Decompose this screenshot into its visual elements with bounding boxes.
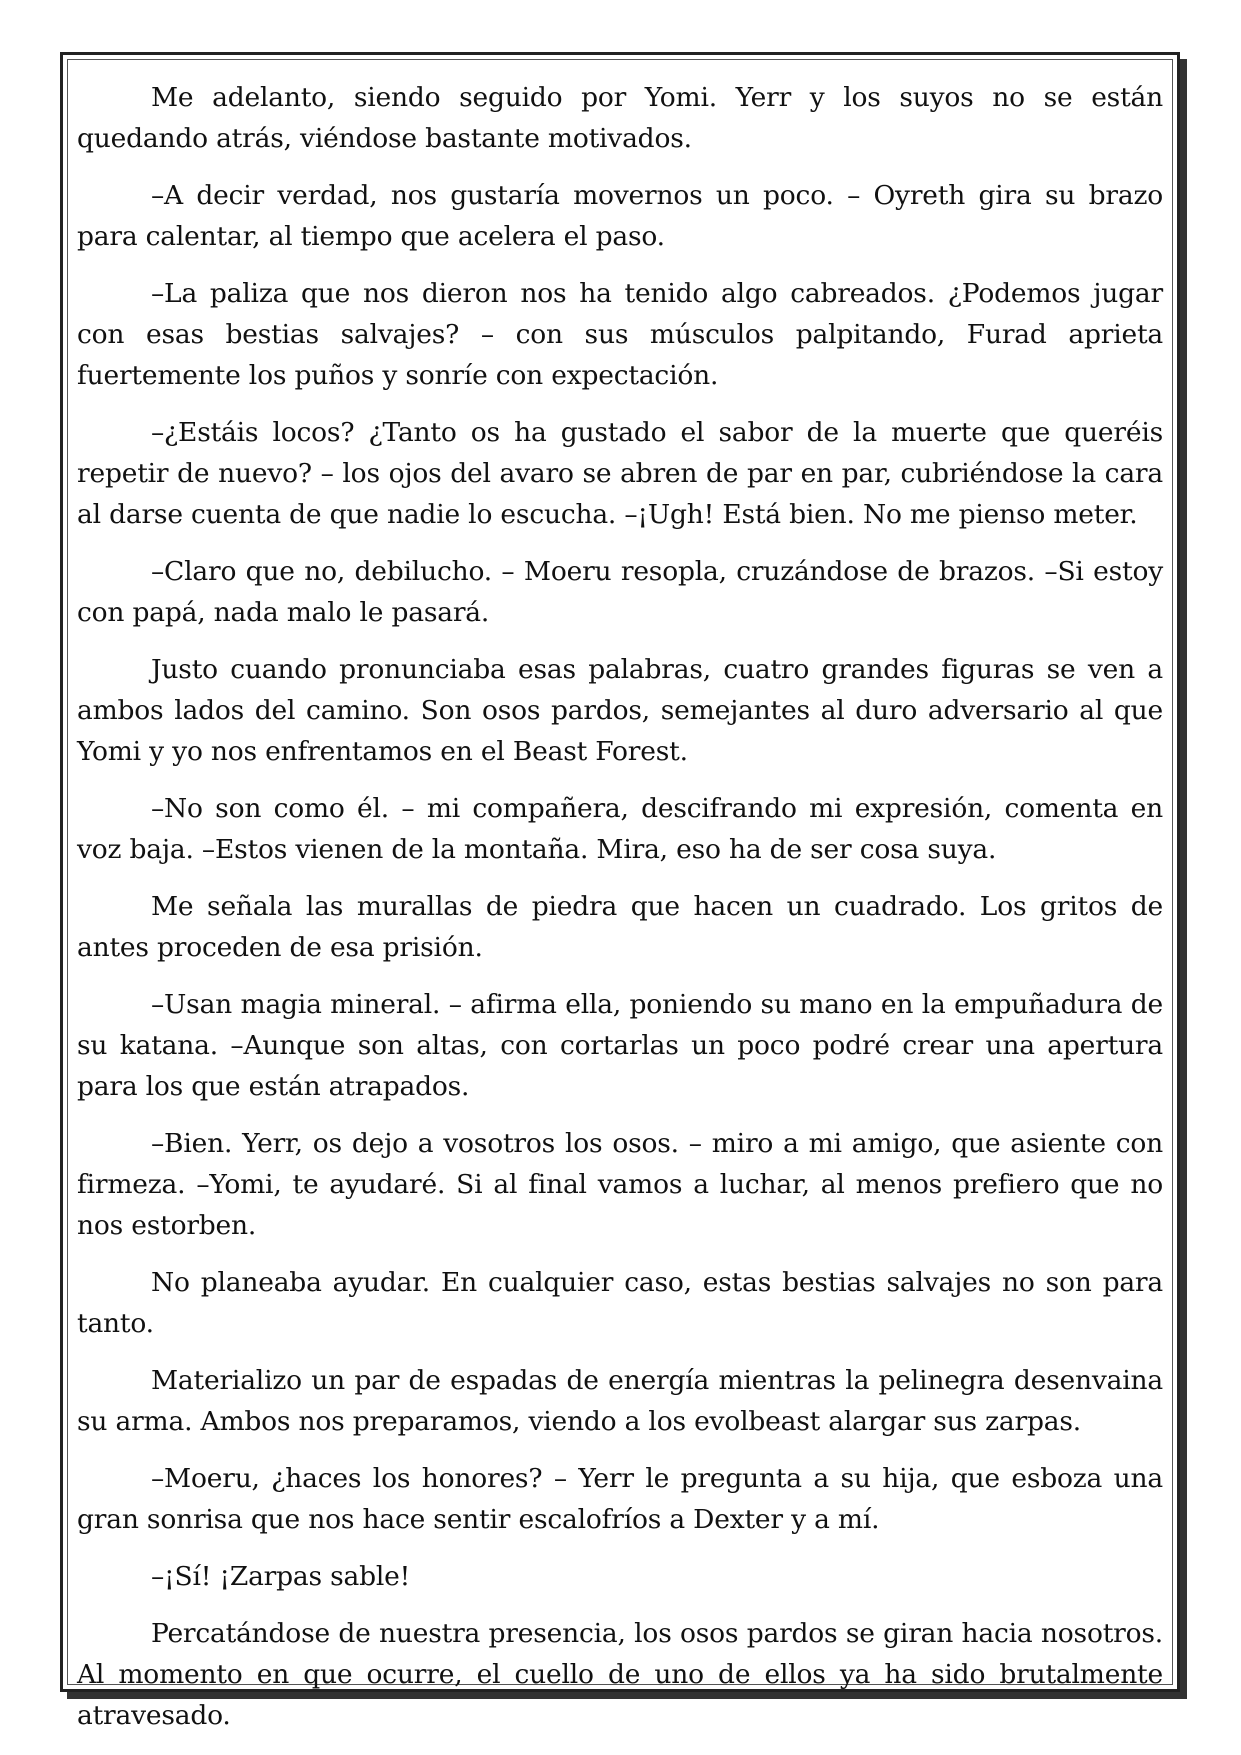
paragraph: –Claro que no, debilucho. – Moeru resopla, cruzándose de brazos. –Si estoy con papá, nada malo le pasará. bbox=[77, 556, 1163, 628]
paragraph: Percatándose de nuestra presencia, los osos pardos se giran hacia nosotros. Al momento en que ocurre, el cuello de uno de ellos ya ha sido brutalmente atravesado. bbox=[77, 1618, 1163, 1731]
paragraph: Me señala las murallas de piedra que hacen un cuadrado. Los gritos de antes proceden de esa prisión. bbox=[77, 891, 1163, 963]
paragraph: Materializo un par de espadas de energía mientras la pelinegra desenvaina su arma. Ambos nos preparamos, viendo a los evolbeast alargar sus zarpas. bbox=[77, 1365, 1163, 1437]
paragraph: –A decir verdad, nos gustaría movernos un poco. – Oyreth gira su brazo para calentar, al tiempo que acelera el paso. bbox=[77, 180, 1163, 252]
paragraph: –¿Estáis locos? ¿Tanto os ha gustado el sabor de la muerte que queréis repetir de nuevo? – los ojos del avaro se abren de par en par, cubriéndose la cara al darse cuenta de que nadie lo escucha. –¡Ugh! Está bien. No me pienso meter. bbox=[77, 417, 1163, 530]
paragraph: –Moeru, ¿haces los honores? – Yerr le pregunta a su hija, que esboza una gran sonrisa que nos hace sentir escalofríos a Dexter y a mí. bbox=[77, 1463, 1163, 1535]
paragraph: –¡Sí! ¡Zarpas sable! bbox=[151, 1561, 411, 1592]
text-body bbox=[77, 77, 1163, 1752]
paragraph: –No son como él. – mi compañera, descifrando mi expresión, comenta en voz baja. –Estos vienen de la montaña. Mira, eso ha de ser cosa suya. bbox=[77, 793, 1163, 865]
paragraph: –Bien. Yerr, os dejo a vosotros los osos. – miro a mi amigo, que asiente con firmeza. –Yomi, te ayudaré. Si al final vamos a luchar, al menos prefiero que no nos estorben. bbox=[77, 1128, 1163, 1241]
page-frame bbox=[60, 52, 1180, 1731]
paragraph: No planeaba ayudar. En cualquier caso, estas bestias salvajes no son para tanto. bbox=[77, 1267, 1163, 1339]
paragraph: –Usan magia mineral. – afirma ella, poniendo su mano en la empuñadura de su katana. –Aunque son altas, con cortarlas un poco podré crear una apertura para los que están atrapados. bbox=[77, 989, 1163, 1102]
paragraph: Justo cuando pronunciaba esas palabras, cuatro grandes figuras se ven a ambos lados del camino. Son osos pardos, semejantes al duro adversario al que Yomi y yo nos enfrentamos en el Beast Forest. bbox=[77, 654, 1163, 767]
paragraph: Me adelanto, siendo seguido por Yomi. Yerr y los suyos no se están quedando atrás, viéndose bastante motivados. bbox=[77, 82, 1163, 154]
paragraph: –La paliza que nos dieron nos ha tenido algo cabreados. ¿Podemos jugar con esas bestias salvajes? – con sus músculos palpitando, Furad aprieta fuertemente los puños y sonríe con expectación. bbox=[77, 278, 1163, 391]
